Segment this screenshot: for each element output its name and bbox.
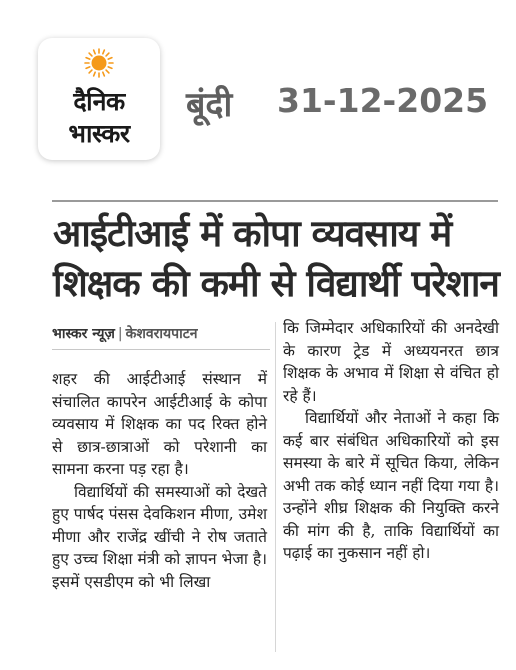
paragraph: शहर की आईटीआई संस्थान में संचालित कापरेन आईटीआई के कोपा व्यवसाय में शिक्षक का पद रिक्त होने से छात्र-छात्राओं को परेशानी का सामना करना पड़ रहा है। [52, 370, 267, 478]
logo-text-line1: दैनिक [73, 87, 125, 116]
paragraph: कि जिम्मेदार अधिकारियों की अनदेखी के कारण ट्रेड में अध्ययनरत छात्र शिक्षक के अभाव में शिक्षा से वंचित हो रहे हैं। [283, 319, 499, 405]
sun-ray [108, 67, 112, 69]
byline-separator: | [117, 326, 123, 342]
article-column-left [52, 368, 267, 593]
paragraph: विद्यार्थियों और नेताओं ने कहा कि कई बार संबंधित अधिकारियों को इस समस्या के बारे में सूचित किया, लेकिन अभी तक कोई ध्यान नहीं दिया गया है। उन्होंने शीघ्र शिक्षक की नियुक्ति करने की मांग की है, ताकि विद्यार्थियों का पढ़ाई का नुकसान नहीं हो। [283, 409, 499, 562]
byline-place: केशवरायपाटन [125, 326, 198, 342]
byline-source: भास्कर न्यूज़ [52, 326, 115, 342]
sun-ray [106, 53, 109, 56]
edition-date: 31-12-2025 [277, 81, 489, 120]
edition-city: बूंदी [186, 85, 233, 125]
sun-ray [94, 72, 96, 76]
byline [52, 324, 270, 343]
sun-ray [103, 50, 105, 54]
headline-rule [52, 200, 498, 202]
column-divider [275, 322, 276, 652]
sun-ray [86, 58, 90, 60]
paragraph: विद्यार्थियों की समस्याओं को देखते हुए पार्षद पंसस देवकिशन मीणा, उमेश मीणा और राजेंद्र खींची ने रोष जताते हुए उच्च शिक्षा मंत्री को ज्ञापन भेजा है। इसमें एसडीएम को भी लिखा [52, 482, 267, 591]
sun-ray [103, 72, 105, 76]
headline-line: आईटीआई में कोपा व्यवसाय में [53, 212, 452, 255]
headline-line: शिक्षक की कमी से विद्यार्थी परेशान [53, 262, 499, 305]
masthead [0, 0, 516, 185]
sun-ray [106, 70, 109, 73]
sun-ray [89, 70, 92, 73]
sun-ray [89, 53, 92, 56]
sun-icon [84, 48, 114, 78]
sun-ray [108, 58, 112, 60]
article-headline [53, 209, 503, 309]
logo-text-line2: भास्कर [68, 119, 130, 148]
byline-rule [52, 349, 270, 350]
sun-ray [94, 50, 96, 54]
sun-ray [86, 67, 90, 69]
newspaper-logo [38, 38, 160, 160]
article-column-right [283, 317, 499, 565]
